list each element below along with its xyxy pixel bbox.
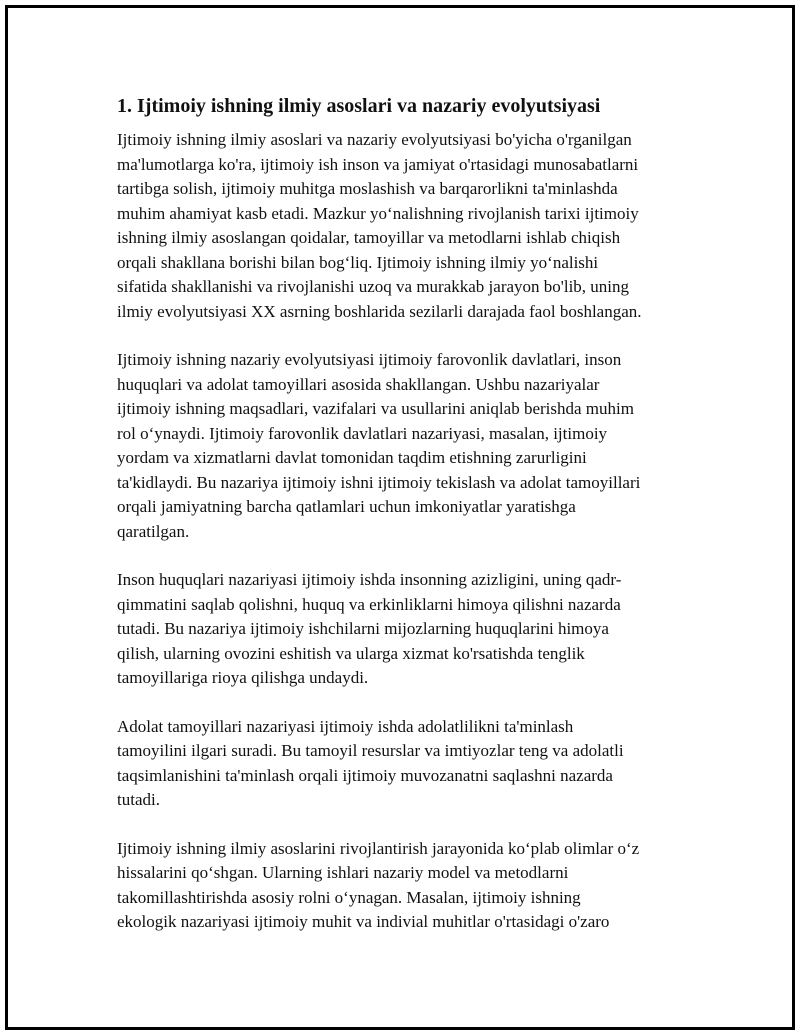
text-line: hissalarini qo‘shgan. Ularning ishlari nazariy model va metodlarni (117, 863, 569, 882)
text-line: Adolat tamoyillari nazariyasi ijtimoiy ishda adolatlilikni ta'minlash (117, 716, 574, 736)
text-line: ishning ilmiy asoslangan qoidalar, tamoyillar va metodlarni ishlab chiqish (117, 228, 621, 247)
text-line: yordam va xizmatlarni davlat tomonidan taqdim etishning zarurligini (117, 448, 587, 467)
text-line: qaratilgan. (117, 521, 190, 541)
document-body (117, 92, 692, 959)
text-line: ijtimoiy ishning maqsadlari, vazifalari va usullarini aniqlab berishda muhim (117, 399, 634, 418)
text-line: orqali shakllana borishi bilan bog‘liq. Ijtimoiy ishning ilmiy yo‘nalishi (117, 252, 599, 272)
text-line: muhim ahamiyat kasb etadi. Mazkur yo‘nalishning rivojlanish tarixi ijtimoiy (117, 203, 639, 223)
text-line: Inson huquqlari nazariyasi ijtimoiy ishda insonning azizligini, uning qadr- (117, 570, 622, 589)
paragraph-4 (117, 715, 692, 813)
text-line: tutadi. (117, 790, 160, 809)
text-line: Ijtimoiy ishning ilmiy asoslarini rivojlantirish jarayonida ko‘plab olimlar o‘z (117, 838, 640, 858)
text-line: qimmatini saqlab qolishni, huquq va erkinliklarni himoya qilishni nazarda (117, 594, 621, 614)
paragraph-1 (117, 128, 692, 324)
text-line: ilmiy evolyutsiyasi XX asrning boshlarida sezilarli darajada faol boshlangan. (117, 301, 642, 321)
text-line: tutadi. Bu nazariya ijtimoiy ishchilarni mijozlarning huquqlarini himoya (117, 619, 609, 638)
text-line: takomillashtirishda asosiy rolni o‘ynagan. Masalan, ijtimoiy ishning (117, 887, 581, 907)
text-line: tamoyilini ilgari suradi. Bu tamoyil resurslar va imtiyozlar teng va adolatli (117, 741, 624, 760)
text-line: orqali jamiyatning barcha qatlamlari uchun imkoniyatlar yaratishga (117, 497, 576, 516)
text-line: Ijtimoiy ishning nazariy evolyutsiyasi ijtimoiy farovonlik davlatlari, inson (117, 350, 622, 369)
text-line: ma'lumotlarga ko'ra, ijtimoiy ish inson va jamiyat o'rtasidagi munosabatlarni (117, 154, 639, 174)
paragraph-3 (117, 568, 692, 691)
text-line: tartibga solish, ijtimoiy muhitga moslashish va barqarorlikni ta'minlashda (117, 179, 618, 198)
paragraph-5 (117, 837, 692, 935)
text-line: rol o‘ynaydi. Ijtimoiy farovonlik davlatlari nazariyasi, masalan, ijtimoiy (117, 423, 608, 443)
text-line: ta'kidlaydi. Bu nazariya ijtimoiy ishni ijtimoiy tekislash va adolat tamoyillari (117, 472, 641, 492)
text-line: sifatida shakllanishi va rivojlanishi uzoq va murakkab jarayon bo'lib, uning (117, 277, 630, 296)
text-line: Ijtimoiy ishning ilmiy asoslari va nazariy evolyutsiyasi bo'yicha o'rganilgan (117, 130, 632, 149)
text-line: huquqlari va adolat tamoyillari asosida shakllangan. Ushbu nazariyalar (117, 374, 600, 394)
text-line: tamoyillariga rioya qilishga undaydi. (117, 668, 369, 687)
section-heading: 1. Ijtimoiy ishning ilmiy asoslari va nazariy evolyutsiyasi (117, 95, 601, 117)
text-line: ekologik nazariyasi ijtimoiy muhit va indivial muhitlar o'rtasidagi o'zaro (117, 912, 610, 931)
text-line: qilish, ularning ovozini eshitish va ularga xizmat ko'rsatishda tenglik (117, 643, 585, 663)
paragraph-2 (117, 348, 692, 544)
text-line: taqsimlanishini ta'minlash orqali ijtimoiy muvozanatni saqlashni nazarda (117, 765, 613, 785)
